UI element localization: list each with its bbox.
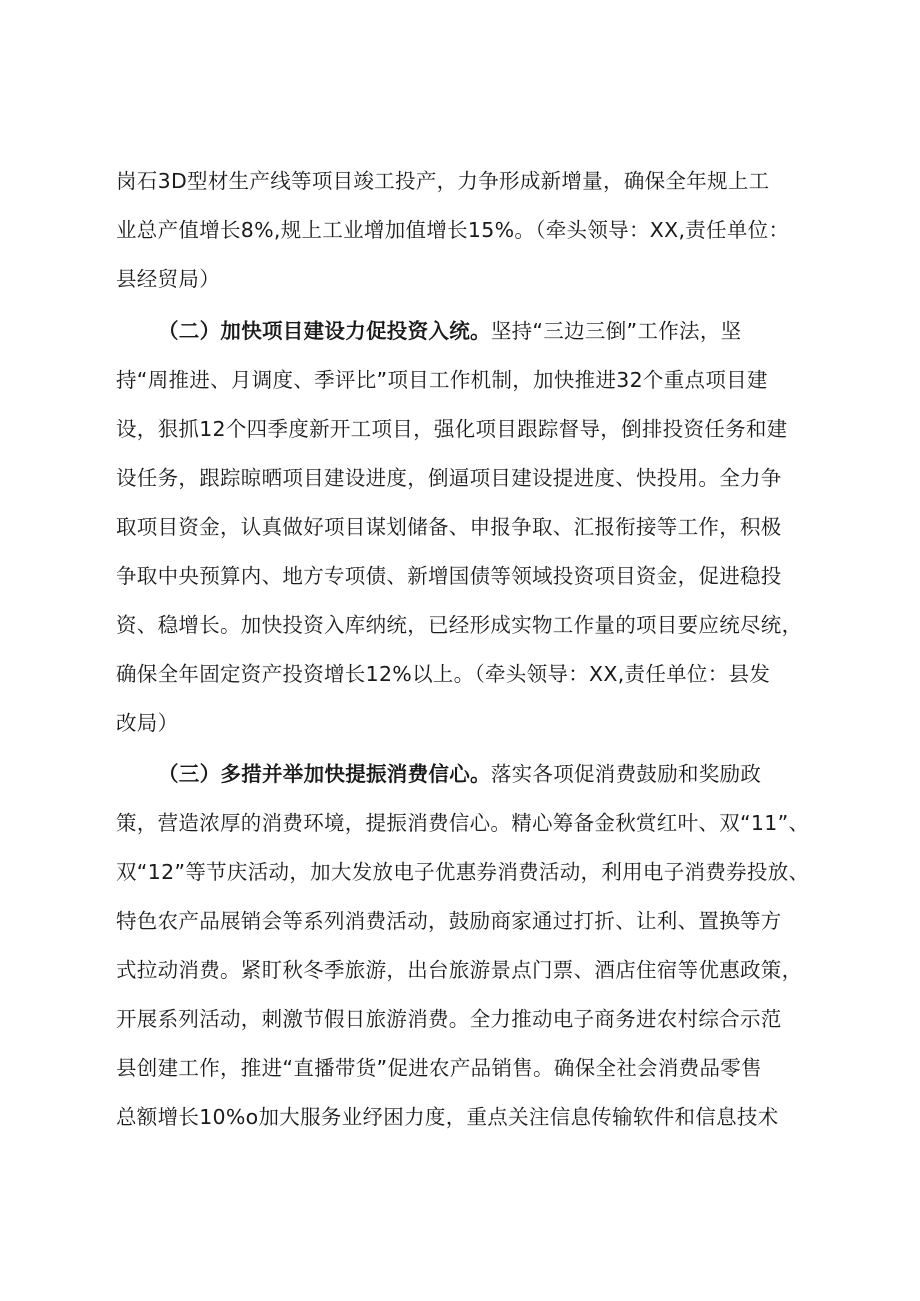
paragraph-line: [0, 311, 920, 351]
paragraph-line: [0, 161, 920, 201]
line-text: 县经贸局）: [116, 267, 220, 291]
paragraph-line: [0, 999, 920, 1039]
section-heading-line: [158, 754, 761, 794]
line-text: 落实各项促消费鼓励和奖励政: [490, 762, 762, 786]
paragraph-line: [0, 458, 920, 498]
paragraph-line: [0, 901, 920, 941]
line-text: 争取中央预算内、地方专项债、新增国债等领域投资项目资金，促进稳投: [116, 564, 782, 588]
line-text: 确保全年固定资产投资增长12%以上。（牵头领导：XX,责任单位：县发: [116, 662, 771, 686]
paragraph-line: [0, 605, 920, 645]
line-text: 资、稳增长。加快投资入库纳统，已经形成实物工作量的项目要应统尽统，: [116, 613, 803, 637]
paragraph-line: [0, 1048, 920, 1088]
paragraph-line: [0, 259, 920, 299]
paragraph-line: [0, 852, 920, 892]
line-text: 业总产值增长8%,规上工业增加值增长15%。（牵头领导：XX,责任单位：: [116, 218, 790, 242]
paragraph-line: [0, 754, 920, 794]
paragraph-line: [0, 556, 920, 596]
line-text: 改局）: [116, 711, 179, 735]
line-text: 取项目资金，认真做好项目谋划储备、申报争取、汇报衔接等工作，积极: [116, 515, 782, 539]
line-text: 持“周推进、月调度、季评比”项目工作机制，加快推进32个重点项目建: [116, 368, 768, 392]
line-text: 县创建工作，推进“直播带货”促进农产品销售。确保全社会消费品零售: [116, 1056, 762, 1080]
section-heading: （三）多措并举加快提振消费信心。: [158, 762, 491, 786]
paragraph-line: [0, 1097, 920, 1137]
line-text: 总额增长10%o加大服务业纾困力度，重点关注信息传输软件和信息技术: [116, 1105, 779, 1129]
section-heading: （二）加快项目建设力促投资入统。: [158, 319, 491, 343]
line-text: 设任务，跟踪晾晒项目建设进度，倒逼项目建设提进度、快投用。全力争: [116, 466, 782, 490]
line-text: 坚持“三边三倒”工作法，坚: [490, 319, 742, 343]
line-text: 开展系列活动，刺激节假日旅游消费。全力推动电子商务进农村综合示范: [116, 1007, 782, 1031]
line-text: 式拉动消费。紧盯秋冬季旅游，出台旅游景点门票、酒店住宿等优惠政策，: [116, 958, 803, 982]
paragraph-line: [0, 654, 920, 694]
line-text: 岗石3D型材生产线等项目竣工投产，力争形成新增量，确保全年规上工: [116, 169, 770, 193]
paragraph-line: [0, 950, 920, 990]
line-text: 设，狠抓12个四季度新开工项目，强化项目跟踪督导，倒排投资任务和建: [116, 417, 788, 441]
paragraph-line: [0, 803, 920, 843]
line-text: 特色农产品展销会等系列消费活动，鼓励商家通过打折、让利、置换等方: [116, 909, 782, 933]
section-heading-line: [158, 311, 741, 351]
line-text: 双“12”等节庆活动，加大发放电子优惠券消费活动，利用电子消费券投放、: [116, 860, 810, 884]
paragraph-line: [0, 703, 920, 743]
paragraph-line: [0, 507, 920, 547]
line-text: 策，营造浓厚的消费环境，提振消费信心。精心筹备金秋赏红叶、双“11”、: [116, 811, 810, 835]
paragraph-line: [0, 210, 920, 250]
paragraph-line: [0, 360, 920, 400]
paragraph-line: [0, 409, 920, 449]
